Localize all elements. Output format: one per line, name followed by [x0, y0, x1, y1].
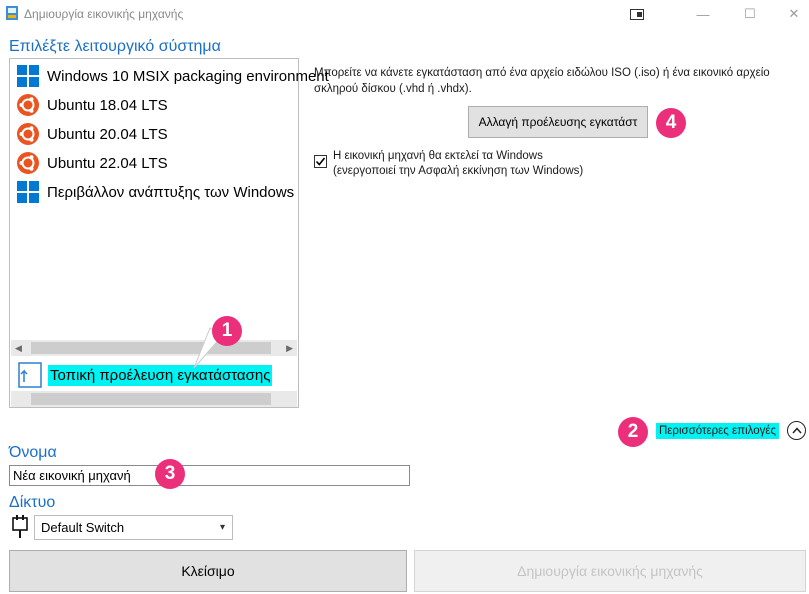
- checkbox-label-line1: Η εικονική μηχανή θα εκτελεί τα Windows: [333, 150, 543, 162]
- windows-icon: [15, 63, 41, 89]
- os-item-label: Ubuntu 22.04 LTS: [47, 154, 168, 172]
- change-install-source-button[interactable]: Αλλαγή προέλευσης εγκατάστ: [468, 106, 648, 138]
- os-list-scrollbar-bottom[interactable]: [11, 391, 297, 407]
- network-switch-icon: [11, 515, 29, 539]
- os-item-ubuntu-22-04[interactable]: [15, 150, 297, 176]
- os-item-label: Ubuntu 20.04 LTS: [47, 125, 168, 143]
- os-item-label: Ubuntu 18.04 LTS: [47, 96, 168, 114]
- vm-name-input[interactable]: Νέα εικονική μηχανή: [9, 465, 410, 486]
- minimize-button[interactable]: —: [696, 6, 710, 22]
- local-source-icon: [15, 360, 45, 390]
- os-item-ubuntu-20-04[interactable]: [15, 121, 297, 147]
- callout-badge-2: 2: [618, 417, 648, 447]
- more-options-link[interactable]: Περισσότερες επιλογές: [656, 423, 779, 439]
- snap-layout-icon[interactable]: [622, 4, 652, 24]
- os-item-label: Windows 10 MSIX packaging environment: [47, 67, 329, 85]
- scroll-right-icon[interactable]: ▶: [286, 343, 293, 353]
- os-list[interactable]: [9, 58, 329, 408]
- name-section-label: Όνομα: [9, 444, 57, 461]
- os-item-windows-dev-env[interactable]: [15, 179, 297, 205]
- chevron-up-icon: [792, 427, 802, 434]
- create-vm-button[interactable]: Δημιουργία εικονικής μηχανής: [414, 550, 806, 592]
- callout-badge-4: 4: [656, 108, 686, 138]
- ubuntu-icon: [15, 121, 41, 147]
- os-list-scrollbar-top[interactable]: [11, 340, 297, 356]
- close-window-button[interactable]: ✕: [788, 6, 800, 21]
- network-select[interactable]: [34, 515, 233, 540]
- scrollbar-thumb[interactable]: [31, 342, 271, 354]
- scrollbar-thumb[interactable]: [31, 393, 271, 405]
- os-section-label: Επιλέξτε λειτουργικό σύστημα: [9, 38, 221, 55]
- close-button[interactable]: Κλείσιμο: [9, 550, 407, 592]
- scroll-left-icon[interactable]: ◀: [15, 343, 22, 353]
- network-selected-value: Default Switch: [41, 520, 125, 535]
- local-source-label: Τοπική προέλευση εγκατάστασης: [50, 366, 271, 384]
- windows-icon: [15, 179, 41, 205]
- ubuntu-icon: [15, 92, 41, 118]
- callout-badge-3: 3: [155, 459, 185, 489]
- window-title: Δημιουργία εικονικής μηχανής: [24, 7, 184, 21]
- callout-badge-1: 1: [212, 316, 242, 346]
- network-section-label: Δίκτυο: [9, 494, 56, 511]
- title-bar: [0, 0, 809, 28]
- expand-more-options-button[interactable]: [787, 421, 806, 440]
- checkbox-label-line2: (ενεργοποιεί την Ασφαλή εκκίνηση των Windows): [333, 165, 584, 177]
- os-item-ubuntu-18-04[interactable]: [15, 92, 297, 118]
- run-windows-checkbox-label: [333, 149, 583, 179]
- app-icon: [6, 6, 18, 20]
- checkmark-icon: [315, 156, 326, 167]
- install-source-description: Μπορείτε να κάνετε εγκατάσταση από ένα αρχείο ειδώλου ISO (.iso) ή ένα εικονικό αρχείο σκληρού δίσκου (.vhd ή .vhdx).: [314, 67, 770, 95]
- chevron-down-icon: ▾: [219, 522, 225, 533]
- os-item-label: Περιβάλλον ανάπτυξης των Windows: [47, 183, 295, 201]
- os-item-windows-10-msix[interactable]: [15, 63, 329, 89]
- ubuntu-icon: [15, 150, 41, 176]
- maximize-button[interactable]: ☐: [744, 6, 756, 21]
- local-installation-source-item[interactable]: [12, 359, 298, 391]
- run-windows-checkbox[interactable]: [314, 155, 327, 168]
